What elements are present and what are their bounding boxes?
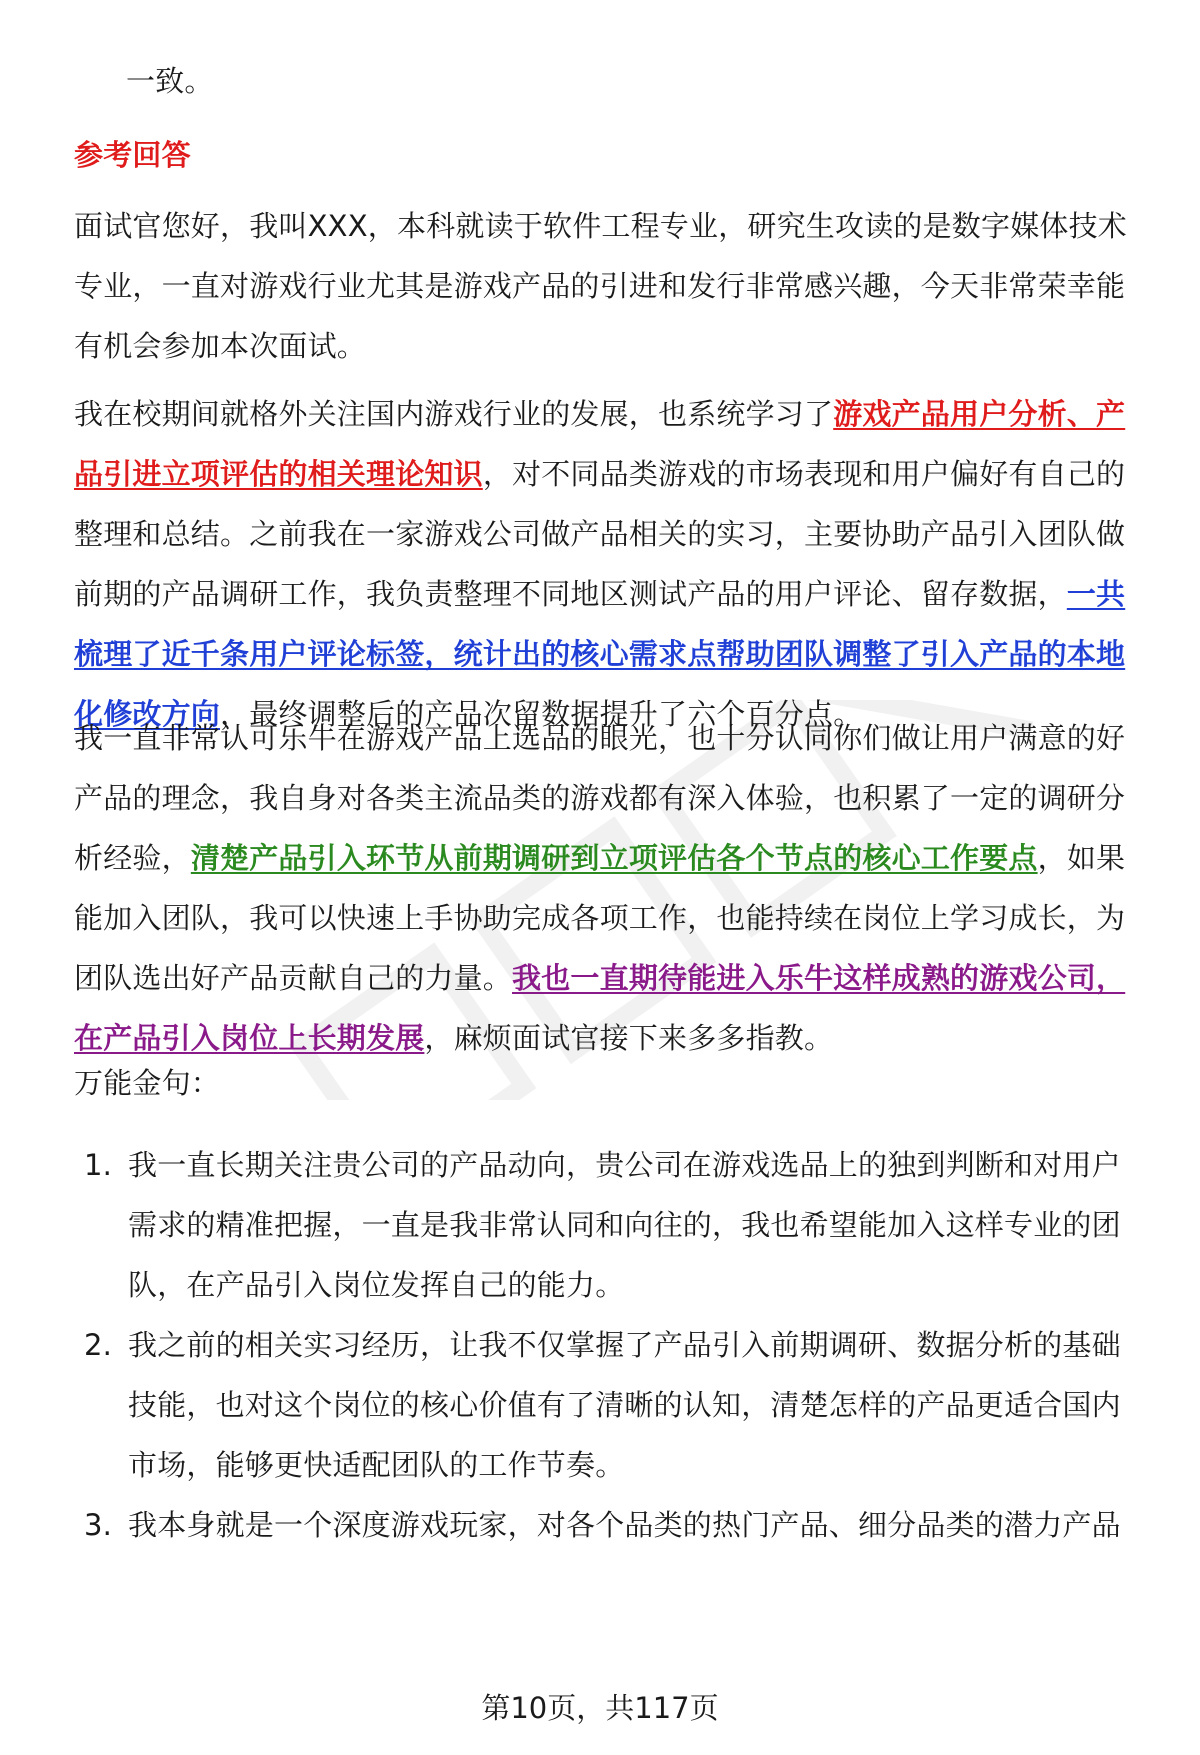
list-item-text: 我之前的相关实习经历，让我不仅掌握了产品引入前期调研、数据分析的基础技能，也对这个岗位的核心价值有了清晰的认知，清楚怎样的产品更适合国内市场，能够更快适配团队的工作节奏。 xyxy=(128,1328,1121,1482)
golden-sentences-list xyxy=(74,1135,1146,1555)
paragraph-experience-text-a: 我在校期间就格外关注国内游戏行业的发展，也系统学习了 xyxy=(74,397,834,431)
paragraph-motivation-text-b: ，如果能加入团队，我可以快速上手协助完成各项工作，也能持续在岗位上学习成长，为团队选出好产品贡献自己的力量。 xyxy=(74,841,1126,995)
list-item-number: 1. xyxy=(84,1148,113,1182)
section-heading: 参考回答 xyxy=(74,138,191,172)
paragraph-motivation-text-c: ，麻烦面试官接下来多多指教。 xyxy=(424,1021,834,1055)
list-item xyxy=(74,1135,1146,1315)
list-item-number: 3. xyxy=(84,1508,113,1542)
list-item-text: 我本身就是一个深度游戏玩家，对各个品类的热门产品、细分品类的潜力产品 xyxy=(128,1508,1121,1542)
page-number-footer: 第10页，共117页 xyxy=(481,1691,719,1725)
paragraph-experience xyxy=(74,384,1146,744)
golden-sentences-title: 万能金句： xyxy=(74,1066,221,1100)
paragraph-experience-text-b: ，对不同品类游戏的市场表现和用户偏好有自己的整理和总结。之前我在一家游戏公司做产品相关的实习，主要协助产品引入团队做前期的产品调研工作，我负责整理不同地区测试产品的用户评论、留存数据， xyxy=(74,457,1126,611)
intro-tail: 一致。 xyxy=(126,64,214,98)
paragraph-intro: 面试官您好，我叫XXX，本科就读于软件工程专业，研究生攻读的是数字媒体技术专业，一直对游戏行业尤其是游戏产品的引进和发行非常感兴趣，今天非常荣幸能有机会参加本次面试。 xyxy=(74,209,1128,363)
list-item xyxy=(74,1315,1146,1495)
list-item-number: 2. xyxy=(84,1328,113,1362)
highlight-theory-knowledge: 游戏产品用户分析、产品引进立项评估的相关理论知识 xyxy=(74,397,1126,491)
highlight-work-points: 清楚产品引入环节从前期调研到立项评估各个节点的核心工作要点 xyxy=(190,841,1038,875)
list-item xyxy=(74,1495,1146,1555)
paragraph-motivation xyxy=(74,708,1146,1068)
highlight-long-term: 我也一直期待能进入乐牛这样成熟的游戏公司，在产品引入岗位上长期发展 xyxy=(74,961,1126,1055)
paragraph-motivation-text-a: 我一直非常认可乐牛在游戏产品上选品的眼光，也十分认同你们做让用户满意的好产品的理念，我自身对各类主流品类的游戏都有深入体验，也积累了一定的调研分析经验， xyxy=(74,721,1126,875)
highlight-review-tags: 一共梳理了近千条用户评论标签，统计出的核心需求点帮助团队调整了引入产品的本地化修改方向 xyxy=(74,577,1126,731)
paragraph-experience-text-c: ，最终调整后的产品次留数据提升了六个百分点。 xyxy=(220,697,863,731)
list-item-text: 我一直长期关注贵公司的产品动向，贵公司在游戏选品上的独到判断和对用户需求的精准把握，一直是我非常认同和向往的，我也希望能加入这样专业的团队，在产品引入岗位发挥自己的能力。 xyxy=(128,1148,1121,1302)
